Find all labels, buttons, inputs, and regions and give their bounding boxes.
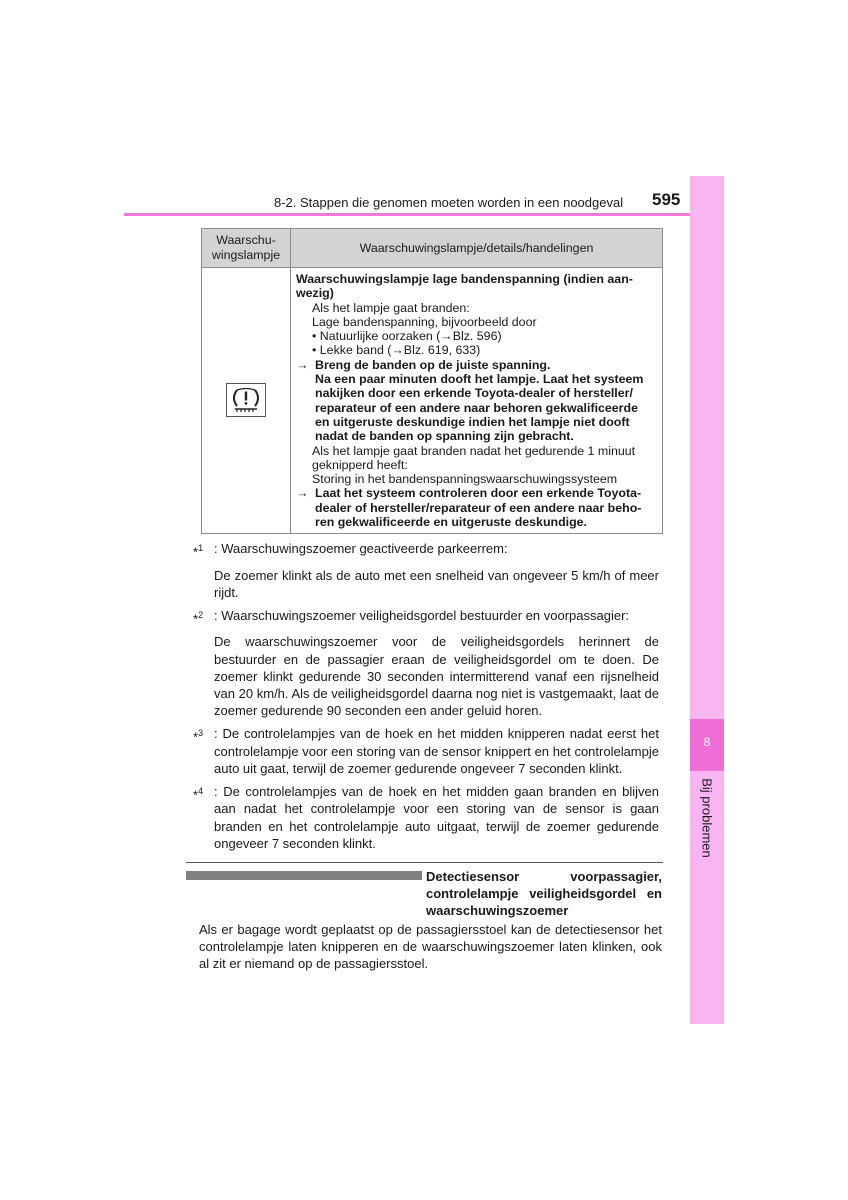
case1-text: Als het lampje gaat branden: Lage bandenspanning, bijvoorbeeld door [312,300,537,329]
header-rule [124,213,690,216]
footnote-3: *$^3$ : De controlelampjes van de hoek en het midden knipperen nadat eerst het controlelampje voor een storing van de sensor knippert en het controlelampje auto uit gaat, terwijl de zoemer gedurende ongeveer 7 seconden klinkt. [193,726,659,776]
chapter-sidebar [690,176,724,1024]
table-header-details: Waarschuwingslampje/details/handelingen [291,229,663,268]
page-header-title: 8-2. Stappen die genomen moeten worden in een noodgeval [274,195,624,210]
header-light-line1: Waarschu- [216,233,276,247]
page-number: 595 [652,190,681,209]
chapter-title: Bij problemen [699,778,715,858]
footnote-1-body: De zoemer klinkt als de auto met een snelheid van ongeveer 5 km/h of meer rijdt. [214,567,659,600]
table-header-row [202,229,663,268]
detail-cell [291,268,663,534]
icon-cell [202,268,291,534]
tire-pressure-warning-icon [226,383,266,417]
arrow-icon: → [296,486,309,501]
list-item: • Natuurlijke oorzaken (→Blz. 596) [312,329,502,344]
table-header-light [202,229,291,268]
case2-text: Als het lampje gaat branden nadat het gedurende 1 minuut geknipperd heeft: Storing in het bandenspanningswaarschuwingssysteem [312,443,636,487]
warning-light-table [201,228,663,534]
footnote-2-body: De waarschuwingszoemer voor de veiligheidsgordels herinnert de bestuurder en de passagier eraan de veiligheidsgordel om te doen. De zoemer klinkt gedurende 30 seconden intermitterend vanaf een rijsnelheid van 20 km/h. Als de veiligheidsgordel daarna nog niet is vastgemaakt, laat de zoemer gedurende 90 seconden een ander geluid horen. [214,634,659,719]
list-item: • Lekke band (→Blz. 619, 633) [312,343,481,358]
footnote-1: *$^1$ : Waarschuwingszoemer geactiveerde parkeerrem: [193,541,508,560]
footnote-4: *$^4$ : De controlelampjes van de hoek en het midden gaan branden en blijven aan nadat het controlelampje voor een storing van de sensor is gaan branden en het controlelampje auto uitgaat, terwijl de zoemer gedurende ongeveer 7 seconden klinkt. [193,784,659,851]
square-bullet-icon [186,871,422,880]
action1: → Breng de banden op de juiste spanning. Na een paar minuten dooft het lampje. Laat het systeem nakijken door een erkende Toyota-dealer of hersteller/ reparateur of een andere naar behoren gekwalificeerde en uitgeruste deskundige indien het lampje niet dooft nadat de banden op spanning zijn gebracht. [296,357,644,444]
section-divider [186,862,663,863]
footnote-2: *$^2$ : Waarschuwingszoemer veiligheidsgordel bestuurder en voorpassagier: [193,607,630,627]
action2: → Laat het systeem controleren door een erkende Toyota- dealer of hersteller/reparateur of een andere naar beho- ren gekwalificeerde en uitgeruste deskundige. [296,486,642,530]
section-body: Als er bagage wordt geplaatst op de passagiersstoel kan de detectiesensor het controlelampje laten knipperen en de waarschuwingszoemer laten klinken, ook al zit er niemand op de passagiersstoel. [199,922,662,971]
info-section [186,868,662,972]
arrow-icon: → [296,357,309,372]
section-title: Detectiesensor voorpassagier, controlelampje veiligheidsgordel en waarschuwingszoemer [186,868,662,919]
table-row [202,268,663,534]
chapter-number: 8 [703,735,711,749]
footnotes [193,540,659,852]
light-title: Waarschuwingslampje lage bandenspanning (indien aan- wezig) [296,272,633,301]
header-light-line2: wingslampje [211,248,281,262]
